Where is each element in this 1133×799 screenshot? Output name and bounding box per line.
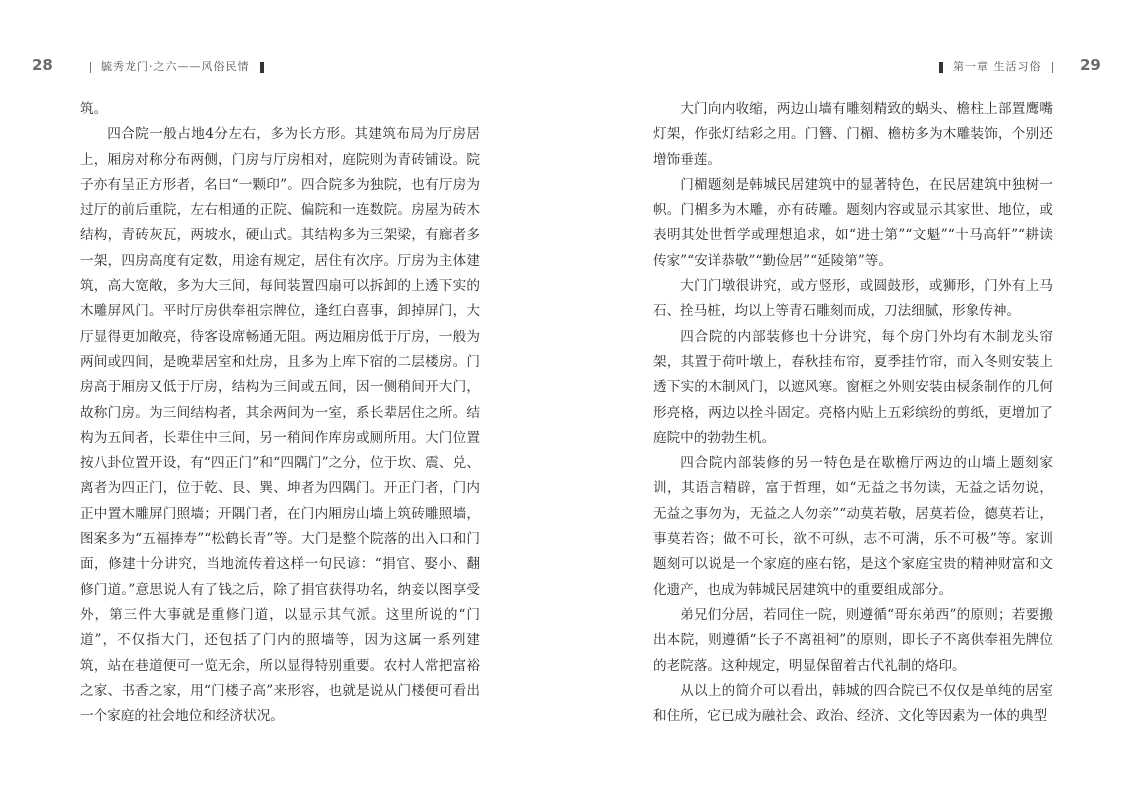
paragraph: 从以上的简介可以看出，韩城的四合院已不仅仅是单纯的居室和住所，它已成为融社会、政治、经济、文化等因素为一体的典型 xyxy=(653,682,1053,725)
right-page xyxy=(567,0,1133,799)
page-number: 28 xyxy=(32,56,53,74)
paragraph: 四合院一般占地4分左右，多为长方形。其建筑布局为厅房居上，厢房对称分布两侧，门房与厅房相对，庭院则为青砖铺设。院子亦有呈正方形者，名曰“一颗印”。四合院多为独院，也有厅房为过厅的前后重院，左右相通的正院、偏院和一连数院。房屋为砖木结构，青砖灰瓦，两坡水，硬山式。其结构多为三架梁，有廊者多一架，四房高度有定数，用途有规定，居住有次序。厅房为主体建筑，高大宽敞，多为大三间，每间装置四扇可以拆卸的上透下实的木雕屏风门。平时厅房供奉祖宗牌位，逢红白喜事，卸掉屏门，大厅显得更加敞亮，待客设席畅通无阻。两边厢房低于厅房，一般为两间或四间，是晚辈居室和灶房，且多为上库下宿的二层楼房。门房高于厢房又低于厅房，结构为三间或五间，因一侧稍间开大门，故称门房。为三间结构者，其余两间为一室，系长辈居住之所。结构为五间者，长辈住中三间，另一稍间作库房或厕所用。大门位置按八卦位置开设，有“四正门”和“四隅门”之分，位于坎、震、兑、离者为四正门，位于乾、艮、巽、坤者为四隅门。开正门者，门内正中置木雕屏门照墙；开隅门者，在门内厢房山墙上筑砖雕照墙，图案多为“五福捧寿”“松鹤长青”等。大门是整个院落的出入口和门面，修建十分讲究，当地流传着这样一句民谚：“捐官、娶小、翻修门道。”意思说人有了钱之后，除了捐官获得功名，纳妾以图享受外，第三件大事就是重修门道，以显示其气派。这里所说的“门道”，不仅指大门，还包括了门内的照墙等，因为这属一系列建筑，站在巷道便可一览无余，所以显得特别重要。农村人常把富裕之家、书香之家，用“门楼子高”来形容，也就是说从门楼便可看出一个家庭的社会地位和经济状况。 xyxy=(80,126,480,725)
book-title: 毓秀龙门·之六——风俗民情 xyxy=(101,60,250,73)
body-text xyxy=(80,97,480,729)
paragraph: 门楣题刻是韩城民居建筑中的显著特色，在民居建筑中独树一帜。门楣多为木雕，亦有砖雕。题刻内容或显示其家世、地位，或表明其处世哲学或理想追求，如“进士第”“文魁”“十马高轩”“耕读传家”“安详恭敬”“勤俭居”“延陵第”等。 xyxy=(653,176,1053,269)
divider-bar xyxy=(1052,62,1053,73)
paragraph: 筑。 xyxy=(80,101,108,117)
paragraph: 大门门墩很讲究，或方竖形，或圆鼓形，或狮形，门外有上马石、拴马桩，均以上等青石雕刻而成，刀法细腻，形象传神。 xyxy=(653,278,1053,320)
chapter-title: 第一章 生活习俗 xyxy=(953,60,1042,73)
paragraph: 四合院的内部装修也十分讲究，每个房门外均有木制龙头帘架，其置于荷叶墩上，春秋挂布帘，夏季挂竹帘，而入冬则安装上透下实的木制风门，以遮风寒。窗框之外则安装由棂条制作的几何形亮格，两边以拴斗固定。亮格内贴上五彩缤纷的剪纸，更增加了庭院中的勃勃生机。 xyxy=(653,328,1053,446)
page-number: 29 xyxy=(1080,56,1101,74)
body-text xyxy=(653,97,1053,729)
running-head xyxy=(80,58,274,74)
divider-block xyxy=(939,62,943,73)
divider-block xyxy=(260,62,264,73)
paragraph: 弟兄们分居，若同住一院，则遵循“哥东弟西”的原则；若要搬出本院，则遵循“长子不离祖祠”的原则，即长子不离供奉祖先牌位的老院落。这种规定，明显保留着古代礼制的烙印。 xyxy=(653,606,1053,674)
divider-bar xyxy=(90,62,91,73)
running-head xyxy=(929,58,1063,74)
paragraph: 四合院内部装修的另一特色是在歇檐厅两边的山墙上题刻家训，其语言精辟，富于哲理，如“无益之书勿读，无益之话勿说，无益之事勿为，无益之人勿亲”“动莫若敬，居莫若俭，德莫若让，事莫若咨；做不可长，欲不可纵，志不可满，乐不可极”等。家训题刻可以说是一个家庭的座右铭，是这个家庭宝贵的精神财富和文化遗产，也成为韩城民居建筑中的重要组成部分。 xyxy=(653,455,1053,598)
left-page xyxy=(0,0,566,799)
paragraph: 大门向内收缩，两边山墙有雕刻精致的蜗头、檐柱上部置鹰嘴灯架，作张灯结彩之用。门簪、门楣、檐枋多为木雕装饰，个别还增饰垂莲。 xyxy=(653,101,1053,168)
